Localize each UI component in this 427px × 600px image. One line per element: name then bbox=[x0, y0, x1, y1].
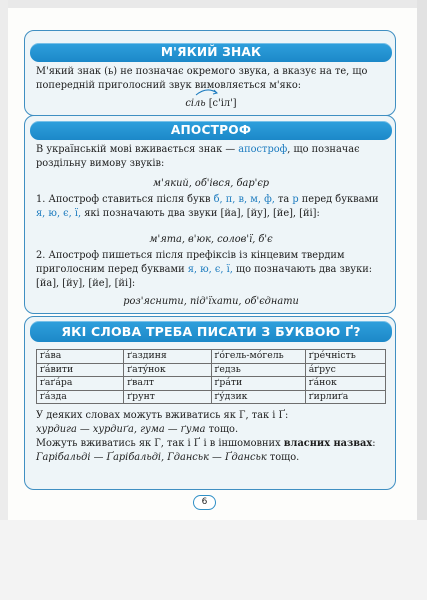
table-row bbox=[37, 350, 386, 364]
apostrophe-rule-1: 1. Апостроф ставиться після букв б, п, в, м, ф, та р перед буквами я, ю, є, ї, які позначають два звуки [йа], [йу], [йе], [йі]: bbox=[36, 194, 379, 219]
table-cell: ґрéчність bbox=[305, 350, 385, 364]
table-cell: ґóгель-мóгель bbox=[211, 350, 305, 364]
page-top-edge bbox=[8, 0, 427, 8]
table-cell: ґáвити bbox=[37, 363, 124, 377]
apostrophe-intro: В українській мові вживається знак — апостроф, що позначає роздільну вимову звуків: bbox=[36, 144, 360, 169]
page-right-edge bbox=[417, 0, 427, 520]
table-cell: ґатýнок bbox=[124, 363, 211, 377]
liaison-arc-icon bbox=[194, 87, 220, 96]
apostrophe-title: АПОСТРОФ bbox=[30, 121, 392, 140]
table-cell: ґáнок bbox=[305, 377, 385, 391]
table-cell: ґáва bbox=[37, 350, 124, 364]
apostrophe-rule-2: 2. Апостроф пишеться після префіксів із кінцевим твердим приголосним перед буквами я, ю, є, ї, що позначають два звуки: [йа], [йу], [йе], [йі]: bbox=[36, 250, 373, 289]
table-cell: ґирлиґа bbox=[305, 390, 385, 404]
page-gutter bbox=[0, 0, 8, 520]
g-note-1: У деяких словах можуть вживатись як Г, так і Ґ: хурдига — хурдиґа, гума — ґума тощо. bbox=[36, 410, 289, 435]
soft-sign-paragraph: М'який знак (ь) не позначає окремого звука, а вказує на те, що попередній приголосний звук вимовляється м'яко: bbox=[36, 66, 368, 91]
table-cell: ґедзь bbox=[211, 363, 305, 377]
soft-sign-example bbox=[36, 98, 386, 110]
table-cell: ґвалт bbox=[124, 377, 211, 391]
letter-g-title: ЯКІ СЛОВА ТРЕБА ПИСАТИ З БУКВОЮ Ґ? bbox=[30, 321, 392, 342]
table-cell: áґрус bbox=[305, 363, 385, 377]
table-cell: ґрáти bbox=[211, 377, 305, 391]
g-note-2: Можуть вживатись як Г, так і Ґ і в іншомовних власних назвах: Гарібальді — Ґарібальді, Гданськ — Ґданськ тощо. bbox=[36, 438, 376, 463]
apostrophe-example-2: м'ята, в'юк, солов'ї, б'є bbox=[149, 234, 273, 245]
apostrophe-example-1: м'який, об'івся, бар'єр bbox=[152, 178, 270, 189]
table-row bbox=[37, 390, 386, 404]
table-cell: ґрунт bbox=[124, 390, 211, 404]
apostrophe-example-3: роз'яснити, під'їхати, об'єднати bbox=[123, 296, 299, 307]
table-cell: ґáзда bbox=[37, 390, 124, 404]
table-row bbox=[37, 377, 386, 391]
example-word: сіль bbox=[185, 98, 206, 109]
table-row bbox=[37, 363, 386, 377]
page-number: 6 bbox=[193, 495, 216, 510]
example-transcription: [с'іл'] bbox=[208, 98, 237, 109]
g-words-table bbox=[36, 349, 386, 404]
soft-sign-title: М'ЯКИЙ ЗНАК bbox=[30, 43, 392, 62]
table-cell: ґаздиня bbox=[124, 350, 211, 364]
apostrophe-term: апостроф bbox=[238, 144, 288, 155]
table-cell: ґýдзик bbox=[211, 390, 305, 404]
table-cell: ґаґáра bbox=[37, 377, 124, 391]
